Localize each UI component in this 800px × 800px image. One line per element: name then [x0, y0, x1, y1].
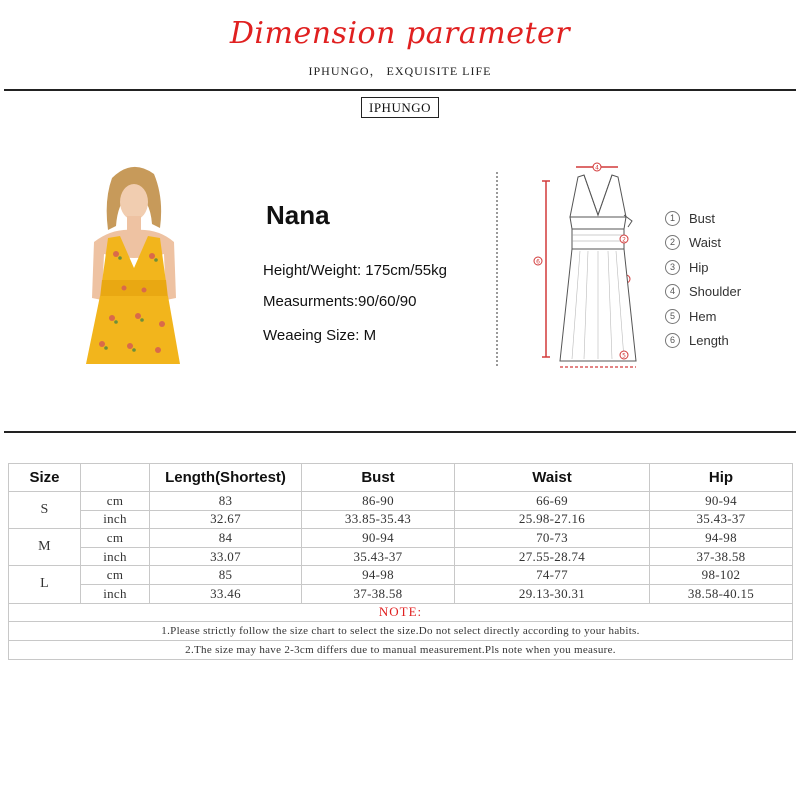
- value-cell: 38.58-40.15: [650, 584, 793, 603]
- value-cell: 37-38.58: [650, 547, 793, 566]
- note-label: NOTE:: [9, 603, 793, 622]
- note-line-1: 1.Please strictly follow the size chart to select the size.Do not select directly according to your habits.: [9, 622, 793, 641]
- middle-divider: [4, 431, 796, 433]
- model-name: Nana: [266, 200, 330, 230]
- header-size: Size: [9, 464, 81, 492]
- table-row: [9, 492, 793, 511]
- table-row: [9, 510, 793, 529]
- value-cell: 33.85-35.43: [302, 510, 455, 529]
- header-unit: [81, 464, 150, 492]
- size-cell: M: [9, 529, 81, 566]
- value-cell: 70-73: [455, 529, 650, 548]
- note-line-2: 2.The size may have 2-3cm differs due to manual measurement.Pls note when you measure.: [9, 641, 793, 660]
- table-row: [9, 584, 793, 603]
- value-cell: 98-102: [650, 566, 793, 585]
- value-cell: 83: [150, 492, 302, 511]
- legend-item-length: [665, 329, 741, 354]
- model-photo: [72, 158, 192, 368]
- header-bust: Bust: [302, 464, 455, 492]
- value-cell: 32.67: [150, 510, 302, 529]
- header-hip: Hip: [650, 464, 793, 492]
- value-cell: 33.46: [150, 584, 302, 603]
- table-header-row: [9, 464, 793, 492]
- legend-number: 3: [665, 260, 680, 275]
- legend-number: 6: [665, 333, 680, 348]
- value-cell: 94-98: [302, 566, 455, 585]
- legend-item-hem: [665, 304, 741, 329]
- legend-number: 5: [665, 309, 680, 324]
- unit-cell: inch: [81, 584, 150, 603]
- legend-label: Bust: [689, 210, 716, 226]
- table-row: [9, 566, 793, 585]
- legend-label: Hem: [689, 308, 717, 324]
- page-subtitle: IPHUNGO， EXQUISITE LIFE: [308, 64, 492, 78]
- size-chart-table: [8, 463, 793, 660]
- unit-cell: cm: [81, 529, 150, 548]
- model-measurements: Measurments:90/60/90: [263, 293, 417, 310]
- model-wearing-size: Weaeing Size: M: [263, 327, 377, 344]
- value-cell: 94-98: [650, 529, 793, 548]
- legend-item-shoulder: [665, 280, 741, 305]
- value-cell: 29.13-30.31: [455, 584, 650, 603]
- value-cell: 27.55-28.74: [455, 547, 650, 566]
- value-cell: 35.43-37: [650, 510, 793, 529]
- value-cell: 35.43-37: [302, 547, 455, 566]
- marker-shoulder: 4: [595, 164, 599, 172]
- legend-label: Waist: [689, 235, 722, 251]
- unit-cell: cm: [81, 492, 150, 511]
- marker-length: 6: [536, 258, 540, 266]
- header-waist: Waist: [455, 464, 650, 492]
- marker-hem: 5: [622, 352, 626, 360]
- measurement-legend: [665, 206, 741, 353]
- legend-number: 2: [665, 235, 680, 250]
- value-cell: 74-77: [455, 566, 650, 585]
- note-row: [9, 622, 793, 641]
- unit-cell: cm: [81, 566, 150, 585]
- legend-item-bust: [665, 206, 741, 231]
- value-cell: 33.07: [150, 547, 302, 566]
- value-cell: 66-69: [455, 492, 650, 511]
- value-cell: 86-90: [302, 492, 455, 511]
- brand-badge: IPHUNGO: [361, 97, 439, 118]
- dress-diagram: [528, 157, 648, 375]
- marker-waist: 2: [622, 236, 626, 244]
- unit-cell: inch: [81, 510, 150, 529]
- unit-cell: inch: [81, 547, 150, 566]
- legend-item-waist: [665, 231, 741, 256]
- legend-number: 1: [665, 211, 680, 226]
- table-row: [9, 529, 793, 548]
- value-cell: 25.98-27.16: [455, 510, 650, 529]
- note-row: [9, 641, 793, 660]
- value-cell: 84: [150, 529, 302, 548]
- legend-label: Hip: [689, 259, 709, 275]
- value-cell: 37-38.58: [302, 584, 455, 603]
- legend-item-hip: [665, 255, 741, 280]
- value-cell: 90-94: [302, 529, 455, 548]
- legend-label: Shoulder: [689, 284, 742, 300]
- value-cell: 85: [150, 566, 302, 585]
- size-cell: S: [9, 492, 81, 529]
- top-divider: [4, 89, 796, 91]
- model-height-weight: Height/Weight: 175cm/55kg: [263, 262, 447, 279]
- value-cell: 90-94: [650, 492, 793, 511]
- note-label-row: [9, 603, 793, 622]
- page-title: Dimension parameter: [229, 16, 571, 51]
- header-length: Length(Shortest): [150, 464, 302, 492]
- legend-label: Length: [689, 333, 729, 349]
- vertical-divider: [496, 172, 498, 366]
- size-cell: L: [9, 566, 81, 603]
- table-row: [9, 547, 793, 566]
- legend-number: 4: [665, 284, 680, 299]
